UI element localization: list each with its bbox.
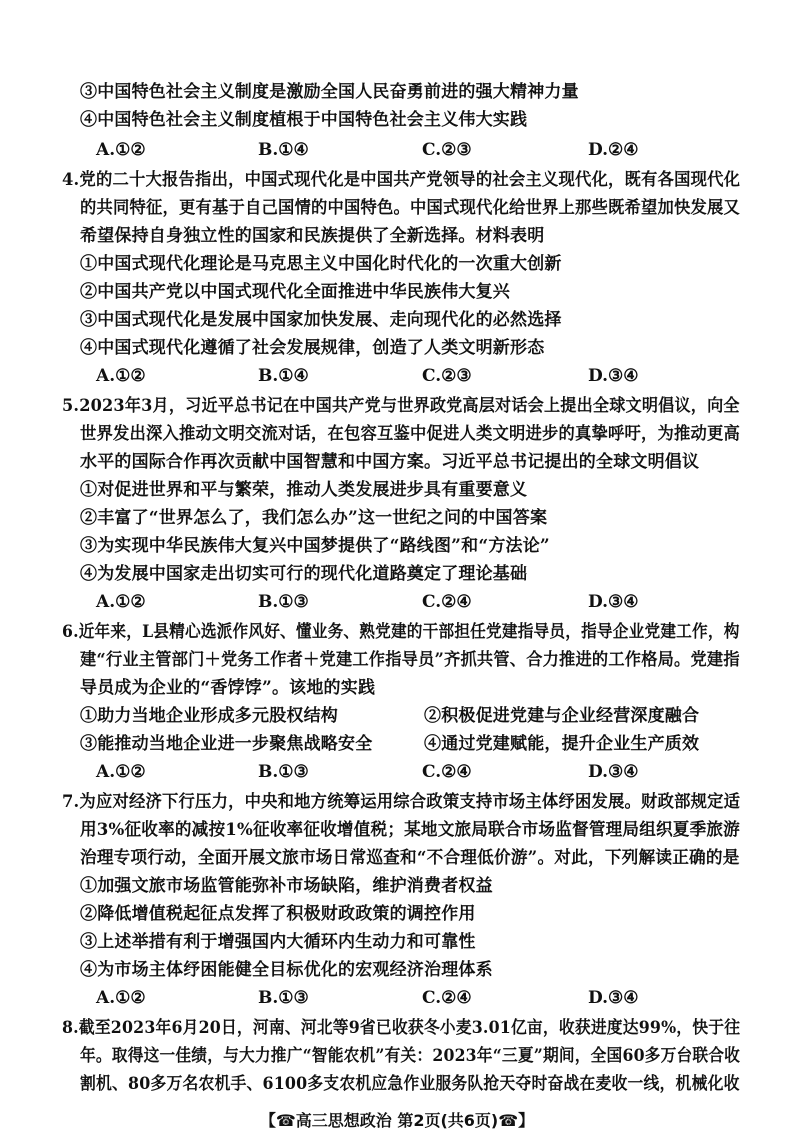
q5-option-c: C.②④ xyxy=(422,592,472,612)
page-footer: 【☎高三思想政治 第2页(共6页)☎】 xyxy=(259,1111,535,1130)
q7-option-c: C.②④ xyxy=(422,988,472,1008)
q3-option-a: A.①② xyxy=(96,140,146,160)
q6-stem-line-3: 导员成为企业的“香饽饽”。该地的实践 xyxy=(80,678,376,698)
q5-stem-line-2: 世界发出深入推动文明交流对话，在包容互鉴中促进人类文明进步的真挚呼吁，为推动更高 xyxy=(80,424,740,444)
q6-stem-line-2: 建“行业主管部门＋党务工作者＋党建工作指导员”齐抓共管、合力推进的工作格局。党建指 xyxy=(80,650,740,670)
q3-option-d: D.②④ xyxy=(588,140,639,160)
q7-statement-4: ④为市场主体纾困能健全目标优化的宏观经济治理体系 xyxy=(80,960,493,980)
q6-option-d: D.③④ xyxy=(588,762,639,782)
q3-statement-4: ④中国特色社会主义制度植根于中国特色社会主义伟大实践 xyxy=(80,110,528,130)
q6-option-c: C.②④ xyxy=(422,762,472,782)
q4-option-b: B.①④ xyxy=(258,366,309,386)
q3-statement-3: ③中国特色社会主义制度是激励全国人民奋勇前进的强大精神力量 xyxy=(80,82,579,102)
q4-statement-4: ④中国式现代化遵循了社会发展规律，创造了人类文明新形态 xyxy=(80,338,545,358)
q4-stem-line-2: 的共同特征，更有基于自己国情的中国特色。中国式现代化给世界上那些既希望加快发展又 xyxy=(80,198,740,218)
q5-statement-3: ③为实现中华民族伟大复兴中国梦提供了“路线图”和“方法论” xyxy=(80,536,550,556)
q5-stem-line-1: 5.2023年3月，习近平总书记在中国共产党与世界政党高层对话会上提出全球文明倡议，向全 xyxy=(62,396,740,416)
q7-option-b: B.①③ xyxy=(258,988,309,1008)
q5-statement-2: ②丰富了“世界怎么了，我们怎么办”这一世纪之问的中国答案 xyxy=(80,508,548,528)
q3-option-c: C.②③ xyxy=(422,140,472,160)
q7-stem-line-1: 7.为应对经济下行压力，中央和地方统筹运用综合政策支持市场主体纾困发展。财政部规定适 xyxy=(62,792,741,812)
q4-stem-line-1: 4.党的二十大报告指出，中国式现代化是中国共产党领导的社会主义现代化，既有各国现代化 xyxy=(62,170,741,190)
q7-stem-line-2: 用3%征收率的减按1%征收率征收增值税；某地文旅局联合市场监督管理局组织夏季旅游 xyxy=(80,820,740,840)
q8-stem-line-2: 年。取得这一佳绩，与大力推广“智能农机”有关：2023年“三夏”期间，全国60多万台联合收 xyxy=(80,1046,741,1066)
q4-statement-2: ②中国共产党以中国式现代化全面推进中华民族伟大复兴 xyxy=(80,282,510,302)
q4-statement-3: ③中国式现代化是发展中国家加快发展、走向现代化的必然选择 xyxy=(80,310,562,330)
q7-statement-1: ①加强文旅市场监管能弥补市场缺陷，维护消费者权益 xyxy=(80,876,493,896)
q4-statement-1: ①中国式现代化理论是马克思主义中国化时代化的一次重大创新 xyxy=(80,254,562,274)
q4-option-c: C.②③ xyxy=(422,366,472,386)
q7-statement-3: ③上述举措有利于增强国内大循环内生动力和可靠性 xyxy=(80,932,476,952)
q7-option-d: D.③④ xyxy=(588,988,639,1008)
q6-statement-2: ②积极促进党建与企业经营深度融合 xyxy=(424,706,700,726)
q3-option-b: B.①④ xyxy=(258,140,309,160)
q6-stem-line-1: 6.近年来，L县精心选派作风好、懂业务、熟党建的干部担任党建指导员，指导企业党建工作，构 xyxy=(62,622,740,642)
q6-statement-1: ①助力当地企业形成多元股权结构 xyxy=(80,706,338,726)
q5-option-a: A.①② xyxy=(96,592,146,612)
q4-option-d: D.③④ xyxy=(588,366,639,386)
q4-stem-line-3: 希望保持自身独立性的国家和民族提供了全新选择。材料表明 xyxy=(80,226,545,246)
q8-stem-line-1: 8.截至2023年6月20日，河南、河北等9省已收获冬小麦3.01亿亩，收获进度达99%，快于往 xyxy=(62,1018,741,1038)
q5-stem-line-3: 水平的国际合作再次贡献中国智慧和中国方案。习近平总书记提出的全球文明倡议 xyxy=(80,452,700,472)
q5-statement-4: ④为发展中国家走出切实可行的现代化道路奠定了理论基础 xyxy=(80,564,528,584)
q7-statement-2: ②降低增值税起征点发挥了积极财政政策的调控作用 xyxy=(80,904,476,924)
q4-option-a: A.①② xyxy=(96,366,146,386)
q5-option-d: D.③④ xyxy=(588,592,639,612)
q6-option-b: B.①③ xyxy=(258,762,309,782)
q8-stem-line-3: 割机、80多万名农机手、6100多支农机应急作业服务队抢天夺时奋战在麦收一线，机械化收 xyxy=(80,1074,740,1094)
q6-option-a: A.①② xyxy=(96,762,146,782)
q5-option-b: B.①③ xyxy=(258,592,309,612)
q7-option-a: A.①② xyxy=(96,988,146,1008)
q7-stem-line-3: 治理专项行动，全面开展文旅市场日常巡查和“不合理低价游”。对此，下列解读正确的是 xyxy=(80,848,740,868)
q6-statement-4: ④通过党建赋能，提升企业生产质效 xyxy=(424,734,700,754)
q5-statement-1: ①对促进世界和平与繁荣，推动人类发展进步具有重要意义 xyxy=(80,480,528,500)
q6-statement-3: ③能推动当地企业进一步聚焦战略安全 xyxy=(80,734,373,754)
